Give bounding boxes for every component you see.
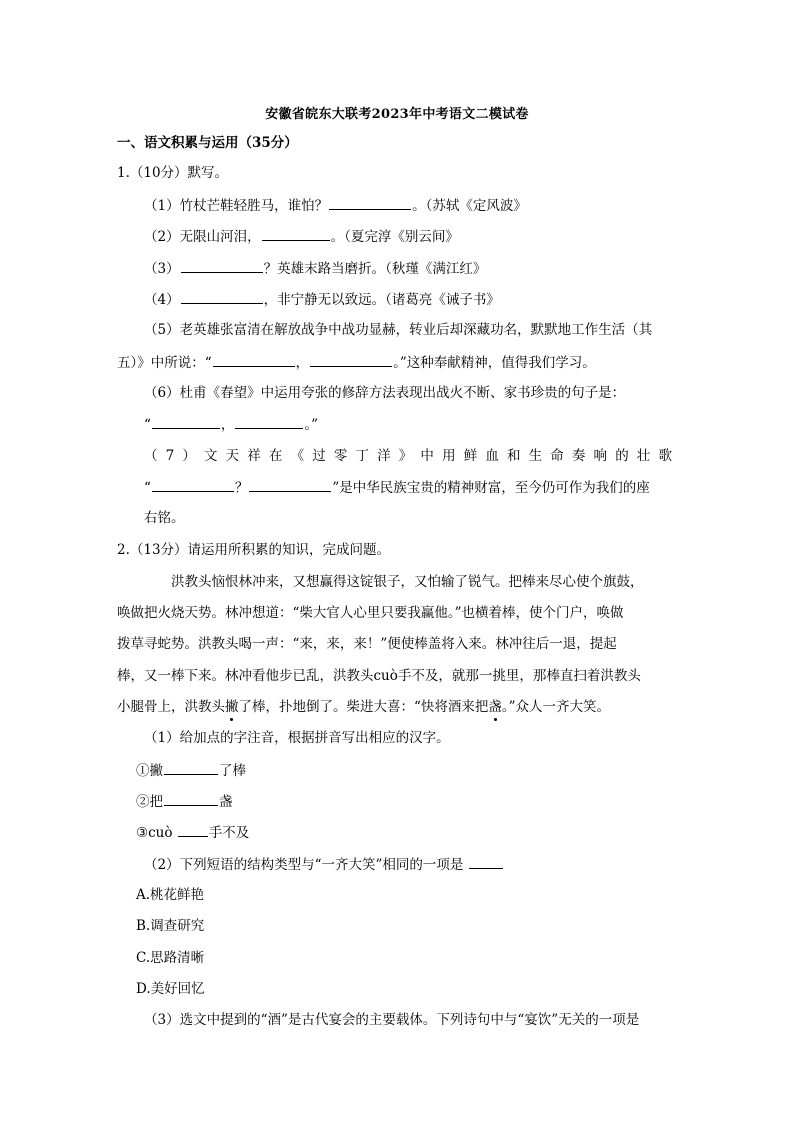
spaced-char: 》 xyxy=(398,448,413,464)
q1-item-5-line-1: （5）老英雄张富清在解放战争中战功显赫，转业后却深藏功名，默默地工作生活（其 xyxy=(144,322,653,338)
spaced-char: （ xyxy=(144,448,158,464)
q1-item-6-line-1: （6）杜甫《春望》中运用夸张的修辞方法表现出战火不断、家书珍贵的句子是： xyxy=(144,385,626,401)
q1-item-1: （1）竹杖芒鞋轻胜马，谁怕？ 。（苏轼《定风波》 xyxy=(144,195,527,216)
spaced-char: 天 xyxy=(225,448,240,464)
passage-line-1: 洪教头恼恨林冲来，又想赢得这锭银子，又怕输了锐气。把棒来尽心使个旗鼓， xyxy=(171,574,644,590)
answer-blank[interactable] xyxy=(181,258,263,273)
spaced-char: 在 xyxy=(268,448,283,464)
question-1-heading: 1.（10分）默写。 xyxy=(117,165,229,181)
answer-blank[interactable] xyxy=(235,414,303,429)
spaced-char: 7 xyxy=(165,448,175,464)
dotted-char: 盏 xyxy=(488,699,502,715)
q1-item-3: （3） ？英雄末路当磨折。（秋瑾《满江红》 xyxy=(144,258,486,279)
spaced-char: 响 xyxy=(593,448,608,464)
option-a: A.桃花鲜艳 xyxy=(136,887,205,903)
answer-blank[interactable] xyxy=(152,477,234,492)
answer-blank[interactable] xyxy=(178,822,208,837)
answer-blank[interactable] xyxy=(181,289,263,304)
spaced-char: 鲜 xyxy=(463,448,478,464)
passage-line-4: 棒，又一棒下来。林冲看他步已乱，洪教头cuò手不及，就那一挑里，那棒直扫着洪教头 xyxy=(117,668,641,684)
q1-item-7-line-1 xyxy=(144,446,672,466)
spaced-char: 命 xyxy=(550,448,564,464)
spaced-char: 壮 xyxy=(636,448,651,464)
option-d: D.美好回忆 xyxy=(136,981,205,997)
q1-item-6-line-2: “ ， 。” xyxy=(144,414,318,435)
spaced-char: 洋 xyxy=(377,448,391,464)
q1-item-4: （4） ，非宁静无以致远。（诸葛亮《诫子书》 xyxy=(144,289,500,310)
q1-item-2: （2）无限山河泪， 。（夏完淳《别云间》 xyxy=(144,226,459,247)
passage-line-3: 拨草寻蛇势。洪教头喝一声：“来，来，来！”便使棒盖将入来。林冲往后一退，提起 xyxy=(117,636,617,652)
question-2-heading: 2.（13分）请运用所积累的知识，完成问题。 xyxy=(117,542,391,558)
answer-blank[interactable] xyxy=(164,760,218,775)
answer-blank[interactable] xyxy=(262,226,330,241)
q1-item-5-line-2: 五）》中所说：“ ， 。”这种奉献精神，值得我们学习。 xyxy=(117,352,596,373)
q2-s1-item-c: ③cuò 手不及 xyxy=(136,822,249,843)
spaced-char: 丁 xyxy=(355,448,369,464)
spaced-char: 文 xyxy=(204,448,218,464)
spaced-char: 歌 xyxy=(658,448,672,464)
spaced-char: 过 xyxy=(312,448,326,464)
q2-s1-item-a: ①撇 了棒 xyxy=(136,760,246,781)
spaced-char: 血 xyxy=(485,448,499,464)
q1-item-7-line-3: 右铭。 xyxy=(144,510,185,526)
option-b: B.调查研究 xyxy=(136,918,205,934)
answer-blank[interactable] xyxy=(213,352,295,367)
spaced-char: 用 xyxy=(442,448,456,464)
answer-blank[interactable] xyxy=(310,352,392,367)
option-c: C.思路清晰 xyxy=(136,950,205,966)
spaced-char: 生 xyxy=(528,448,543,464)
q2-subquestion-1: （1）给加点的字注音，根据拼音写出相应的汉字。 xyxy=(144,730,450,746)
spaced-char: 《 xyxy=(290,448,305,464)
q1-item-7-line-2: “ ？ ”是中华民族宝贵的精神财富，至今仍可作为我们的座 xyxy=(144,477,650,498)
answer-blank[interactable] xyxy=(164,791,218,806)
answer-blank[interactable] xyxy=(469,854,503,869)
section-heading: 一、语文积累与运用（35分） xyxy=(117,135,298,151)
spaced-char: ） xyxy=(182,448,196,464)
spaced-char: 的 xyxy=(615,448,629,464)
answer-blank[interactable] xyxy=(249,477,331,492)
spaced-char: 和 xyxy=(506,448,521,464)
dotted-char: 撇 xyxy=(225,699,239,715)
answer-blank[interactable] xyxy=(152,414,220,429)
passage-line-2: 唤做把火烧天势。林冲想道：“柴大官人心里只要我赢他。”也横着棒，使个门户，唤做 xyxy=(117,605,624,621)
answer-blank[interactable] xyxy=(329,195,411,210)
q2-subquestion-2: （2）下列短语的结构类型与“一齐大笑”相同的一项是 xyxy=(144,854,504,875)
spaced-char: 中 xyxy=(420,448,434,464)
spaced-char: 零 xyxy=(333,448,348,464)
q2-subquestion-3: （3）选文中提到的“酒”是古代宴会的主要载体。下列诗句中与“宴饮”无关的一项是 xyxy=(144,1012,640,1028)
q2-s1-item-b: ②把 盏 xyxy=(136,791,233,812)
spaced-char: 祥 xyxy=(247,448,261,464)
spaced-char: 奏 xyxy=(571,448,586,464)
document-title: 安徽省皖东大联考2023年中考语文二模试卷 xyxy=(265,107,529,122)
passage-line-5: 小腿骨上，洪教头撇了棒，扑地倒了。柴进大喜：“快将酒来把盏。”众人一齐大笑。 xyxy=(117,699,611,715)
